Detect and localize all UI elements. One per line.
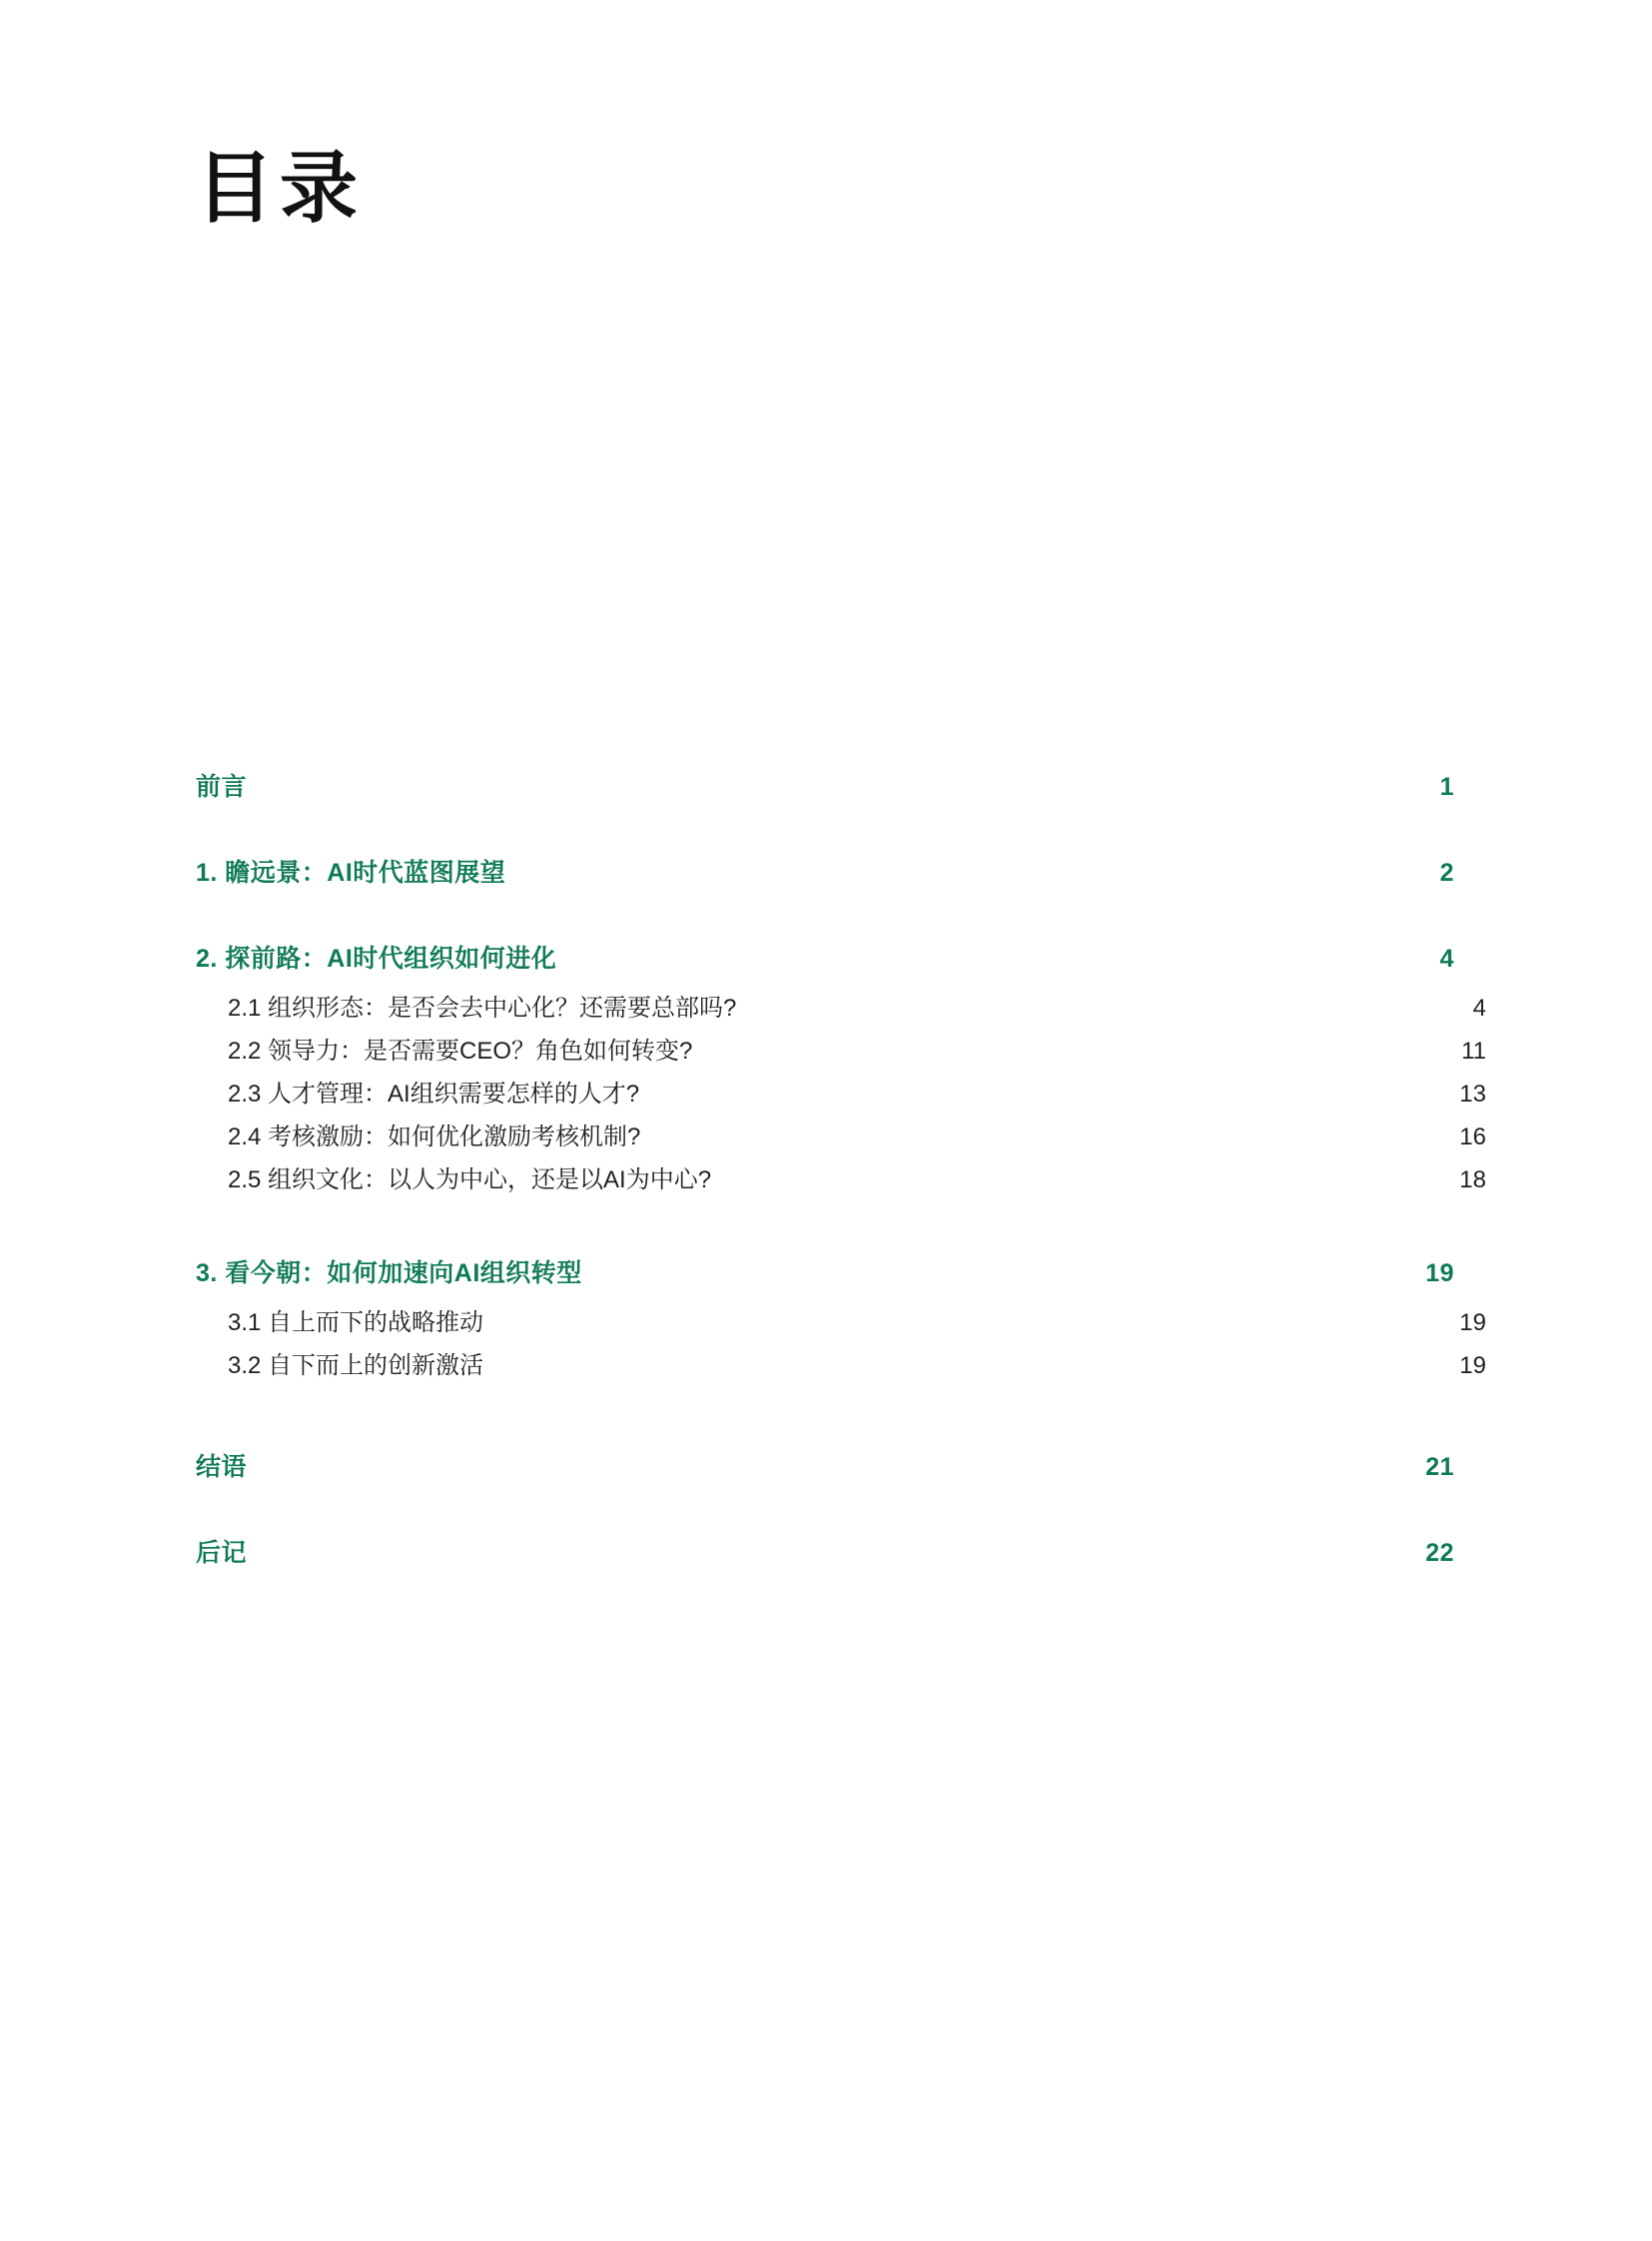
toc-entry-page: 4 [1439,945,1454,973]
toc-entry-label: 3.2 自下而上的创新激活 [228,1352,484,1379]
toc-entry-page: 16 [1459,1123,1486,1150]
toc-entry-2-1[interactable] [196,987,1486,1030]
toc-entry-3-1[interactable] [196,1301,1486,1344]
toc-entry-label: 3. 看今朝：如何加速向AI组织转型 [196,1259,582,1287]
toc-entry-chapter-3[interactable] [196,1245,1454,1301]
toc-entry-chapter-2[interactable] [196,931,1454,987]
spacer [196,901,1454,931]
toc-entry-page: 21 [1425,1453,1454,1481]
toc-entry-page: 19 [1425,1259,1454,1287]
toc-entry-page: 1 [1439,773,1454,801]
toc-entry-label: 前言 [196,773,248,801]
toc-entry-label: 2.2 领导力：是否需要CEO？角色如何转变? [228,1038,693,1065]
toc-entry-label: 3.1 自上而下的战略推动 [228,1309,484,1336]
toc-entry-page: 19 [1459,1352,1486,1379]
toc-entry-conclusion[interactable] [196,1439,1454,1495]
toc-entry-2-4[interactable] [196,1116,1486,1158]
spacer [196,815,1454,845]
toc-entry-page: 19 [1459,1309,1486,1336]
toc-entry-page: 2 [1439,859,1454,887]
toc-entry-label: 2.4 考核激励：如何优化激励考核机制? [228,1123,641,1150]
toc-entry-page: 18 [1459,1166,1486,1193]
spacer [196,1201,1454,1245]
toc-entry-label: 2.3 人才管理：AI组织需要怎样的人才? [228,1081,640,1108]
toc-entry-label: 2. 探前路：AI时代组织如何进化 [196,945,557,973]
toc-entry-2-5[interactable] [196,1158,1486,1201]
table-of-contents [196,759,1486,1581]
toc-entry-3-2[interactable] [196,1344,1486,1387]
toc-entry-page: 4 [1472,995,1486,1022]
spacer [196,1495,1454,1525]
toc-entry-label: 2.1 组织形态：是否会去中心化？还需要总部吗? [228,995,737,1022]
toc-entry-label: 1. 瞻远景：AI时代蓝图展望 [196,859,506,887]
toc-entry-afterword[interactable] [196,1525,1454,1581]
toc-entry-label: 结语 [196,1453,248,1481]
toc-entry-label: 2.5 组织文化：以人为中心，还是以AI为中心? [228,1166,712,1193]
spacer [196,1387,1454,1439]
toc-entry-page: 22 [1425,1539,1454,1567]
toc-entry-chapter-1[interactable] [196,845,1454,901]
toc-entry-label: 后记 [196,1539,248,1567]
toc-entry-page: 11 [1461,1038,1486,1065]
toc-entry-preface[interactable] [196,759,1454,815]
toc-entry-2-3[interactable] [196,1073,1486,1116]
page-title: 目录 [196,145,365,232]
toc-entry-page: 13 [1459,1081,1486,1108]
toc-entry-2-2[interactable] [196,1030,1486,1073]
